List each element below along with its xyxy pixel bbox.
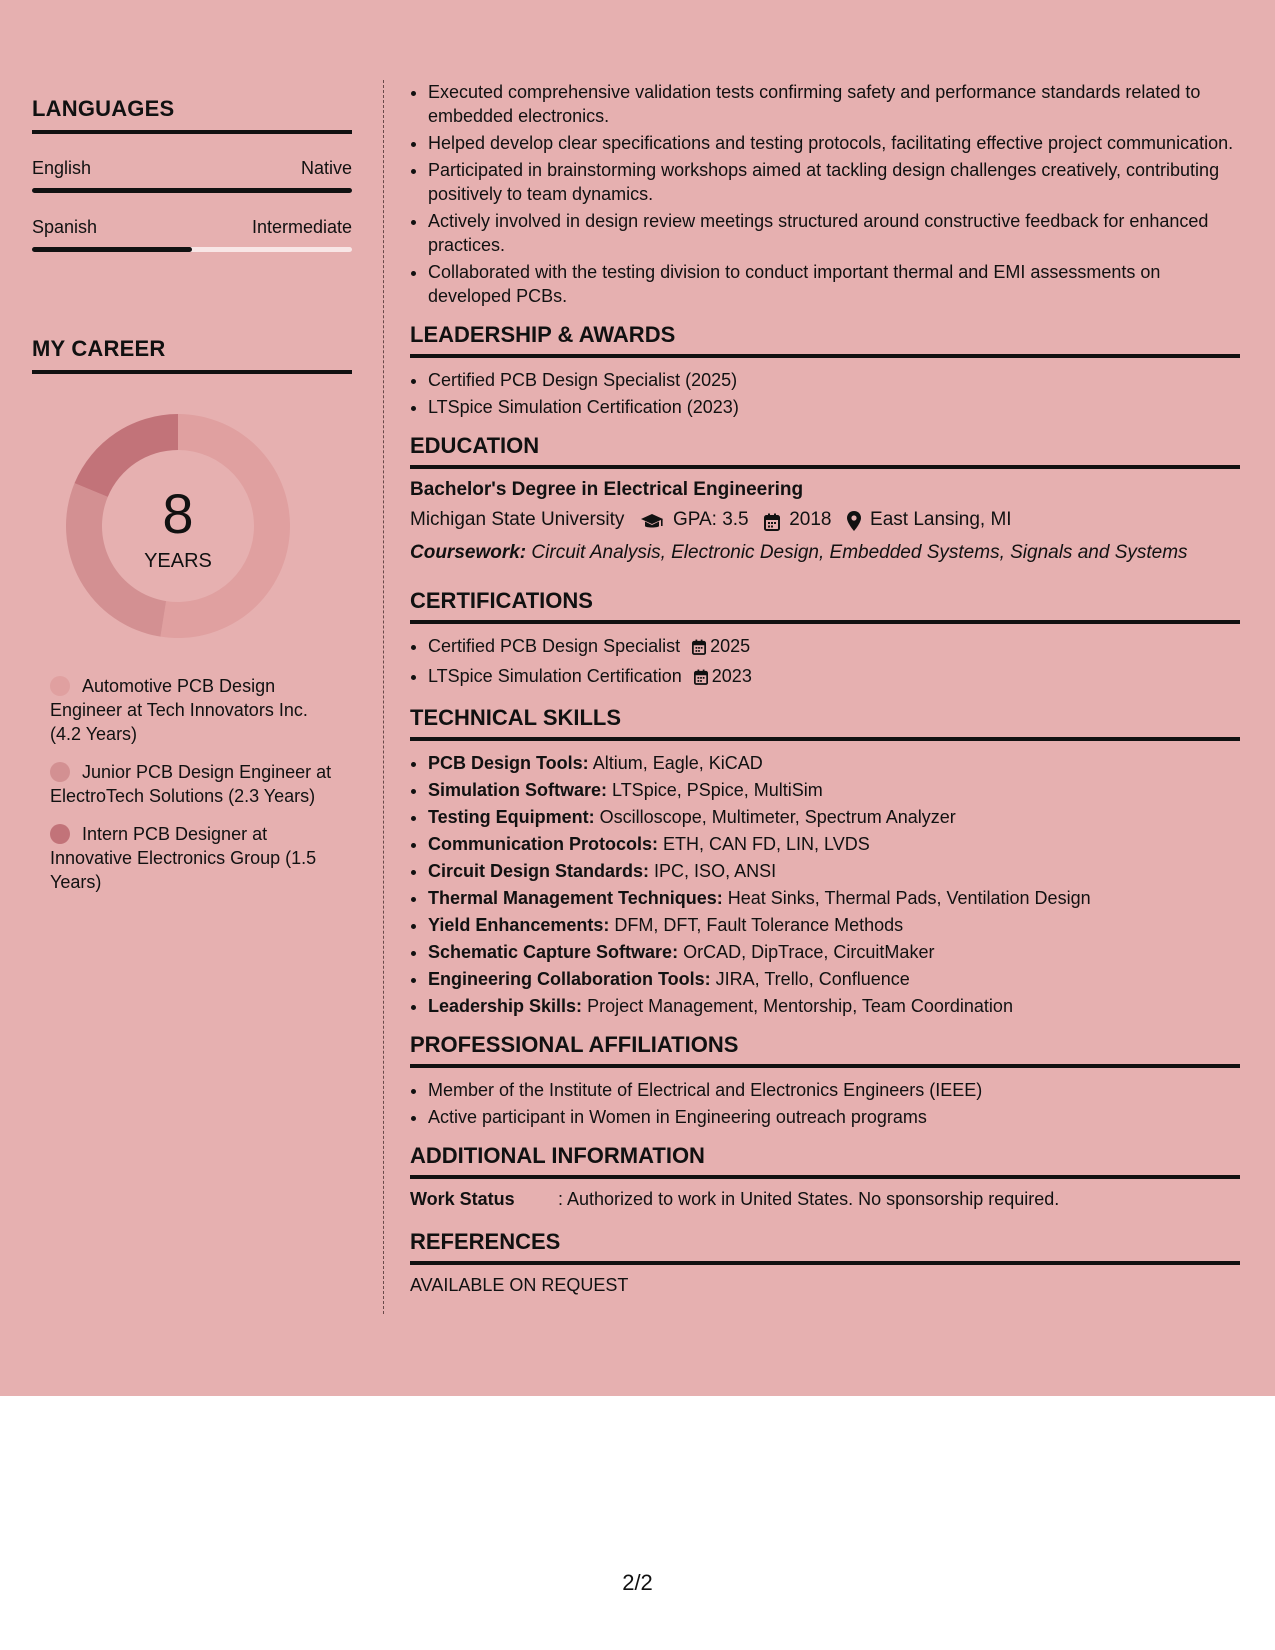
skill-category: Engineering Collaboration Tools:	[428, 969, 711, 989]
skill-category: Leadership Skills:	[428, 996, 583, 1016]
language-proficiency-bar	[32, 188, 352, 193]
education-degree: Bachelor's Degree in Electrical Engineering	[410, 479, 804, 500]
additional-title: ADDITIONAL INFORMATION	[410, 1143, 1240, 1179]
language-row	[32, 152, 352, 180]
certification-year: 2025	[710, 636, 751, 656]
experience-bullet: • Collaborated with the testing division to conduct important thermal and EMI assessments on developed PCBs.	[428, 260, 1240, 308]
column-divider	[383, 80, 384, 1314]
affiliations-title: PROFESSIONAL AFFILIATIONS	[410, 1032, 1240, 1068]
calendar-icon	[692, 637, 706, 661]
skills-list	[410, 751, 1240, 1018]
career-years-label: YEARS	[144, 550, 212, 572]
skill-category: Testing Equipment:	[428, 807, 595, 827]
career-legend-dot	[50, 676, 70, 696]
references-title: REFERENCES	[410, 1229, 1240, 1265]
skill-values: Heat Sinks, Thermal Pads, Ventilation Design	[722, 888, 1091, 908]
coursework-label: Coursework:	[410, 542, 527, 563]
certification-name: LTSpice Simulation Certification	[428, 666, 682, 686]
coursework-text: Circuit Analysis, Electronic Design, Embedded Systems, Signals and Systems	[526, 542, 1188, 563]
skill-category: Yield Enhancements:	[428, 915, 610, 935]
skill-item	[428, 778, 1240, 802]
leadership-item: • Certified PCB Design Specialist (2025)	[428, 368, 1240, 392]
skill-category: Thermal Management Techniques:	[428, 888, 723, 908]
skill-values: IPC, ISO, ANSI	[649, 861, 777, 881]
skill-item	[428, 940, 1240, 964]
career-legend-label: Automotive PCB Design Engineer at Tech Innovators Inc. (4.2 Years)	[50, 676, 308, 744]
education-gpa: GPA: 3.5	[672, 509, 749, 530]
language-row	[32, 211, 352, 239]
education-title: EDUCATION	[410, 433, 1240, 469]
career-donut-chart	[66, 414, 290, 638]
experience-bullet: • Participated in brainstorming workshops aimed at tackling design challenges creatively, contributing positively to team dynamics.	[428, 158, 1240, 206]
donut-center	[66, 414, 290, 638]
skill-category: PCB Design Tools:	[428, 753, 589, 773]
language-level: Intermediate	[251, 217, 352, 237]
work-status-value: : Authorized to work in United States. No sponsorship required.	[558, 1189, 1060, 1209]
career-section	[32, 336, 352, 374]
career-legend-dot	[50, 824, 70, 844]
skill-item	[428, 805, 1240, 829]
certification-year: 2023	[711, 666, 752, 686]
career-total-years: 8	[162, 482, 194, 545]
language-level: Native	[300, 158, 352, 178]
skill-category: Schematic Capture Software:	[428, 942, 679, 962]
education-school: Michigan State University	[410, 509, 625, 530]
certification-item	[428, 664, 1240, 691]
experience-bullet: • Helped develop clear specifications and testing protocols, facilitating effective project communication.	[428, 131, 1240, 155]
certification-item	[428, 634, 1240, 661]
affiliations-list	[410, 1078, 1240, 1129]
skill-values: JIRA, Trello, Confluence	[710, 969, 910, 989]
skill-item	[428, 751, 1240, 775]
calendar-icon	[694, 667, 708, 691]
certifications-title: CERTIFICATIONS	[410, 588, 1240, 624]
languages-section	[32, 96, 352, 252]
skill-item	[428, 832, 1240, 856]
career-legend-item	[50, 822, 340, 894]
languages-title: LANGUAGES	[32, 96, 352, 134]
skills-title: TECHNICAL SKILLS	[410, 705, 1240, 741]
education-location: East Lansing, MI	[870, 509, 1012, 530]
certification-name: Certified PCB Design Specialist	[428, 636, 681, 656]
education-details	[410, 509, 1240, 534]
skill-item	[428, 886, 1240, 910]
education-entry	[410, 479, 1240, 564]
leadership-title: LEADERSHIP & AWARDS	[410, 322, 1240, 358]
career-legend-dot	[50, 762, 70, 782]
career-legend-label: Intern PCB Designer at Innovative Electronics Group (1.5 Years)	[50, 824, 317, 892]
skill-values: OrCAD, DipTrace, CircuitMaker	[678, 942, 935, 962]
language-name: Spanish	[32, 217, 98, 237]
career-legend	[50, 674, 340, 908]
skill-category: Circuit Design Standards:	[428, 861, 650, 881]
education-coursework	[410, 542, 1240, 564]
skill-category: Simulation Software:	[428, 780, 608, 800]
career-legend-label: Junior PCB Design Engineer at ElectroTech Solutions (2.3 Years)	[50, 762, 332, 806]
education-year: 2018	[789, 509, 832, 530]
language-proficiency-fill	[32, 247, 192, 252]
skill-values: ETH, CAN FD, LIN, LVDS	[658, 834, 870, 854]
right-column	[410, 80, 1240, 1296]
career-legend-item	[50, 674, 340, 746]
skill-values: Oscilloscope, Multimeter, Spectrum Analyzer	[594, 807, 956, 827]
location-pin-icon	[847, 511, 861, 534]
language-proficiency-bar	[32, 247, 352, 252]
skill-item	[428, 967, 1240, 991]
affiliation-item: • Active participant in Women in Engineering outreach programs	[428, 1105, 1240, 1129]
leadership-list	[410, 368, 1240, 419]
work-status-row	[410, 1189, 1240, 1215]
experience-bullet: • Executed comprehensive validation tests confirming safety and performance standards related to embedded electronics.	[428, 80, 1240, 128]
graduation-cap-icon	[640, 512, 664, 534]
experience-bullet: • Actively involved in design review meetings structured around constructive feedback for enhanced practices.	[428, 209, 1240, 257]
leadership-item: • LTSpice Simulation Certification (2023)	[428, 395, 1240, 419]
skill-item	[428, 994, 1240, 1018]
calendar-icon	[764, 512, 780, 534]
skill-values: DFM, DFT, Fault Tolerance Methods	[609, 915, 904, 935]
certifications-list	[410, 634, 1240, 691]
skill-values: Project Management, Mentorship, Team Coordination	[582, 996, 1013, 1016]
skill-item	[428, 913, 1240, 937]
page-number: 2/2	[622, 1570, 653, 1595]
affiliation-item: • Member of the Institute of Electrical and Electronics Engineers (IEEE)	[428, 1078, 1240, 1102]
language-name: English	[32, 158, 92, 178]
work-status-key: Work Status	[410, 1189, 515, 1209]
career-legend-item	[50, 760, 340, 808]
skill-values: Altium, Eagle, KiCAD	[588, 753, 763, 773]
skill-values: LTSpice, PSpice, MultiSim	[607, 780, 823, 800]
languages-list	[32, 152, 352, 252]
language-proficiency-fill	[32, 188, 352, 193]
skill-category: Communication Protocols:	[428, 834, 659, 854]
experience-bullets	[410, 80, 1240, 308]
skill-item	[428, 859, 1240, 883]
references-text: AVAILABLE ON REQUEST	[410, 1275, 629, 1295]
career-title: MY CAREER	[32, 336, 352, 374]
